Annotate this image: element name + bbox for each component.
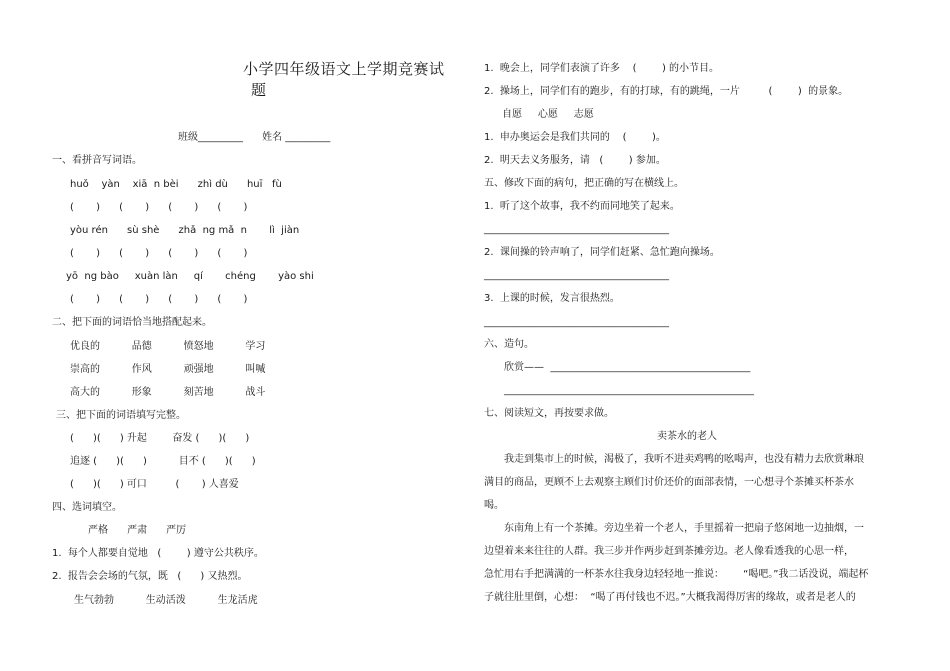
right-choice-words: 自愿 心愿 志愿: [502, 109, 594, 120]
right-question-2: 2. 操场上，同学们有的跑步，有的打球，有的跳绳，一片 ( ) 的景象。: [484, 86, 849, 97]
make-sentence-line: 欣赏—— ________________________________________: [504, 362, 751, 373]
right-question-1: 1. 晚会上，同学们表演了许多 ( ) 的小节目。: [484, 63, 720, 74]
sick-sentence-3: 3. 上课的时候，发言很热烈。: [484, 293, 620, 304]
make-sentence-line-2: __________________________________________________: [504, 385, 754, 396]
story-paragraph2-line3: 急忙用右手把满满的一杯茶水往我身边轻轻地一推说： “喝吧。”我二话没说，端起杯: [484, 569, 869, 580]
right-question-3: 1. 申办奥运会是我们共同的 ( )。: [484, 132, 666, 143]
right-question-4: 2. 明天去义务服务，请 ( ) 参加。: [484, 155, 666, 166]
story-title: 卖茶水的老人: [657, 431, 717, 442]
story-paragraph1-line2: 满目的商品，更顾不上去观察主顾们讨价还价的面部表情，一心想寻个茶摊买杯茶水: [484, 477, 854, 488]
sick-sentence-2: 2. 课间操的铃声响了，同学们赶紧、急忙跑向操场。: [484, 247, 720, 258]
answer-line-2: _____________________________________: [484, 270, 669, 281]
match-row-2: 崇高的 作风 顽强地 叫喊: [70, 364, 266, 375]
section4-heading: 四、选词填空。: [52, 502, 122, 513]
pinyin-row-1: huǒ yàn xiā n bèi zhì dù huī fù: [70, 179, 282, 190]
answer-line-3: _____________________________________: [484, 317, 669, 328]
paren-row-2: ( ) ( ) ( ) ( ): [70, 248, 248, 259]
paren-row-3: ( ) ( ) ( ) ( ): [70, 294, 248, 305]
section1-heading: 一、看拼音写词语。: [52, 155, 142, 166]
pinyin-row-2: yòu rén sù shè zhǎ ng mǎ n lì jiàn: [70, 225, 300, 236]
section2-heading: 二、把下面的词语恰当地搭配起来。: [52, 317, 212, 328]
class-name-line: 班级_________ 姓名 _________: [178, 132, 331, 143]
story-paragraph2-line4: 子就往肚里倒，心想： “喝了再付钱也不迟。”大概我渴得厉害的缘故，或者是老人的: [484, 592, 856, 603]
fill-row-3: ( )( ) 可口 ( ) 人喜爱: [70, 479, 239, 490]
answer-line-1: _____________________________________: [484, 224, 669, 235]
fill-row-2: 追逐 ( )( ) 目不 ( )( ): [70, 456, 256, 467]
section3-heading: 三、把下面的词语填写完整。: [56, 410, 186, 421]
paren-row-1: ( ) ( ) ( ) ( ): [70, 202, 248, 213]
exam-title-line1: 小学四年级语文上学期竞赛试: [243, 60, 445, 78]
story-paragraph1-line1: 我走到集市上的时候，渴极了，我听不进卖鸡鸭的吆喝声，也没有精力去欣赏琳琅: [504, 454, 864, 465]
left-question-2: 2. 报告会会场的气氛，既 ( ) 又热烈。: [52, 571, 248, 582]
section7-heading: 七、阅读短文，再按要求做。: [484, 408, 614, 419]
sick-sentence-1: 1. 听了这个故事，我不约而同地笑了起来。: [484, 201, 680, 212]
story-paragraph2-line2: 边望着来来往往的人群。我三步并作两步赶到茶摊旁边。老人像看透我的心思一样，: [484, 546, 854, 557]
story-paragraph2-line1: 东南角上有一个茶摊。旁边坐着一个老人，手里摇着一把扇子悠闲地一边抽烟，一: [504, 523, 864, 534]
section5-heading: 五、修改下面的病句，把正确的写在横线上。: [484, 178, 684, 189]
section6-heading: 六、造句。: [484, 339, 534, 350]
match-row-3: 高大的 形象 刻苦地 战斗: [70, 387, 266, 398]
match-row-1: 优良的 品德 愤怒地 学习: [70, 341, 266, 352]
exam-title-line2: 题: [251, 81, 267, 99]
pinyin-row-3: yō ng bào xuàn làn qí chéng yào shi: [66, 271, 314, 282]
fill-row-1: ( )( ) 升起 奋发 ( )( ): [70, 433, 250, 444]
choice-words-1: 严格 严肃 严厉: [88, 525, 187, 536]
story-paragraph1-line3: 喝。: [484, 500, 504, 511]
left-question-1: 1. 每个人都要自觉地 ( ) 遵守公共秩序。: [52, 548, 264, 559]
choice-words-2: 生气勃勃 生动活泼 生龙活虎: [74, 595, 258, 606]
